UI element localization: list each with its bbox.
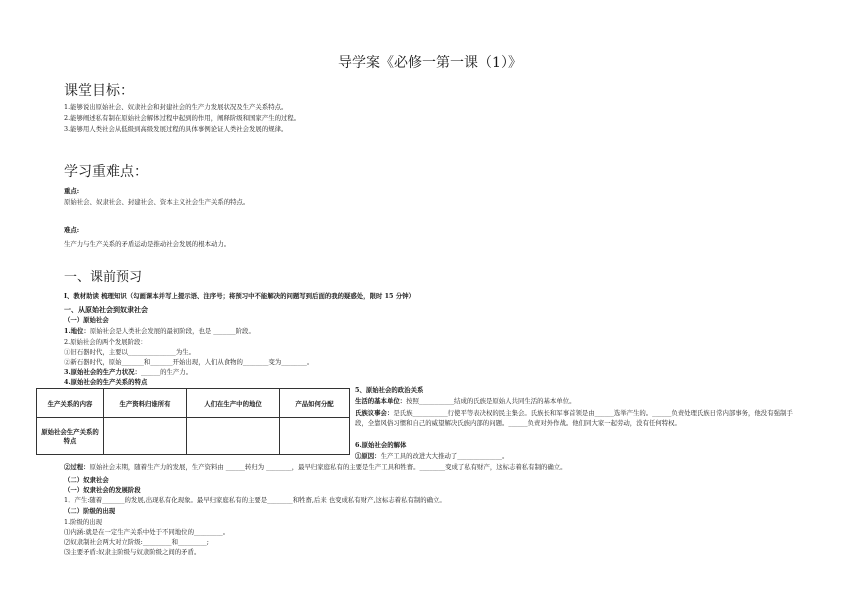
difficult-point-text: 生产力与生产关系的矛盾运动是推动社会发展的根本动力。: [64, 240, 231, 248]
line-relations-title: 4.原始社会的生产关系的特点: [64, 378, 148, 386]
key-point-label: 重点:: [64, 187, 80, 195]
table-cell-ownership[interactable]: [104, 418, 187, 455]
line-productivity: 3.原始社会的生产力状况：______的生产力。: [64, 368, 193, 376]
objectives-heading: 课堂目标：: [64, 83, 134, 99]
line-paleolithic: ①旧石器时代，主要以_______________为生。: [64, 348, 196, 356]
key-point-text: 原始社会、奴隶社会、封建社会、资本主义社会生产关系的特点。: [64, 198, 250, 206]
slave-stage-heading: （一）奴隶社会的发展阶段: [64, 486, 141, 494]
line-neolithic: ②新石器时代，原始_______和_______开始出现，人们从食物的________变为________。: [64, 358, 314, 366]
table-header-position: 人们在生产中的地位: [187, 389, 280, 418]
dissolution-heading: 6.原始社会的解体: [355, 441, 407, 449]
table-header-content: 生产关系的内容: [37, 389, 104, 418]
class-line-1: 1.阶级的出现: [64, 518, 103, 526]
difficult-point-label: 难点:: [64, 226, 80, 234]
line-status: 1.地位：原始社会是人类社会发展的最初阶段，也是 _______阶段。: [64, 327, 255, 335]
objective-item-3: 3.能够用人类社会从低级到高级发展过程的具体事例论证人类社会发展的规律。: [64, 125, 288, 133]
section-primitive-to-slave: 一、从原始社会到奴隶社会: [64, 305, 148, 314]
line-two-stages: 2.原始社会的两个发展阶段：: [64, 338, 147, 346]
class-heading: （二）阶级的出现: [64, 507, 116, 515]
political-relations-heading: 5、原始社会的政治关系: [355, 386, 424, 394]
class-line-3: ⑵奴隶制社会两大对立阶级:_________和_________;: [64, 538, 209, 546]
subsection-primitive: （一）原始社会: [64, 316, 109, 324]
dissolution-process: ②过程：原始社会末期，随着生产力的发展，生产资料由 ______转归为 ________，最早归家庭私有的主要是生产工具和牲畜。________变成了私有财产，这标志着私有制的确立。: [64, 463, 567, 471]
slave-society-heading: （二）奴隶社会: [64, 476, 109, 484]
clan-council-text: 氏族议事会：是氏族___________行使平等表决权的民主集会。氏族长和军事首领是由______选举产生的。______负责处理氏族日常内部事务，他没有强制手段，全靠风俗习惯和自己的威望解决氏族内部的问题。______负责对外作战。他们同大家一起劳动，没有任何特权。: [355, 409, 793, 427]
table-cell-position[interactable]: [187, 418, 280, 455]
basic-unit-line: 生活的基本单位：按照___________结成的氏族是原始人共同生活的基本单位。: [355, 397, 576, 405]
class-line-2: ⑴内涵:就是在一定生产关系中处于不同地位的_________。: [64, 528, 230, 536]
slave-origin-line: 1．产生:随着_______的发展,出现私有化现象。最早归家庭私有的主要是________和牲畜,后来 也变成私有财产,这标志着私有制的确立。: [64, 496, 446, 504]
class-line-4: ⑶主要矛盾:奴隶主阶级与奴隶阶级之间的矛盾。: [64, 548, 201, 556]
objective-item-2: 2.能够阐述私有制在原始社会解体过程中起到的作用，阐释阶级和国家产生的过程。: [64, 114, 301, 122]
table-cell-distribution[interactable]: [280, 418, 350, 455]
page-title: 导学案《必修一第一课（1）》: [338, 55, 522, 71]
table-header-ownership: 生产资料归谁所有: [104, 389, 187, 418]
objective-item-1: 1.能够说出原始社会、奴隶社会和封建社会的生产力发展状况及生产关系特点。: [64, 103, 288, 111]
preview-instruction: Ⅰ、教材助读 梳理知识（勾画课本并写上提示语、注序号；将预习中不能解决的问题写到后面的我的疑惑处，限时 15 分钟）: [64, 292, 415, 300]
dissolution-reason: ①原因：生产工具的改进大大推动了______________。: [355, 452, 509, 460]
table-header-distribution: 产品如何分配: [280, 389, 350, 418]
table-row-label: 原始社会生产关系的特点: [37, 418, 104, 455]
key-points-heading: 学习重难点：: [64, 164, 148, 180]
preview-heading: 一、课前预习: [64, 270, 143, 285]
relations-table: [36, 388, 350, 455]
